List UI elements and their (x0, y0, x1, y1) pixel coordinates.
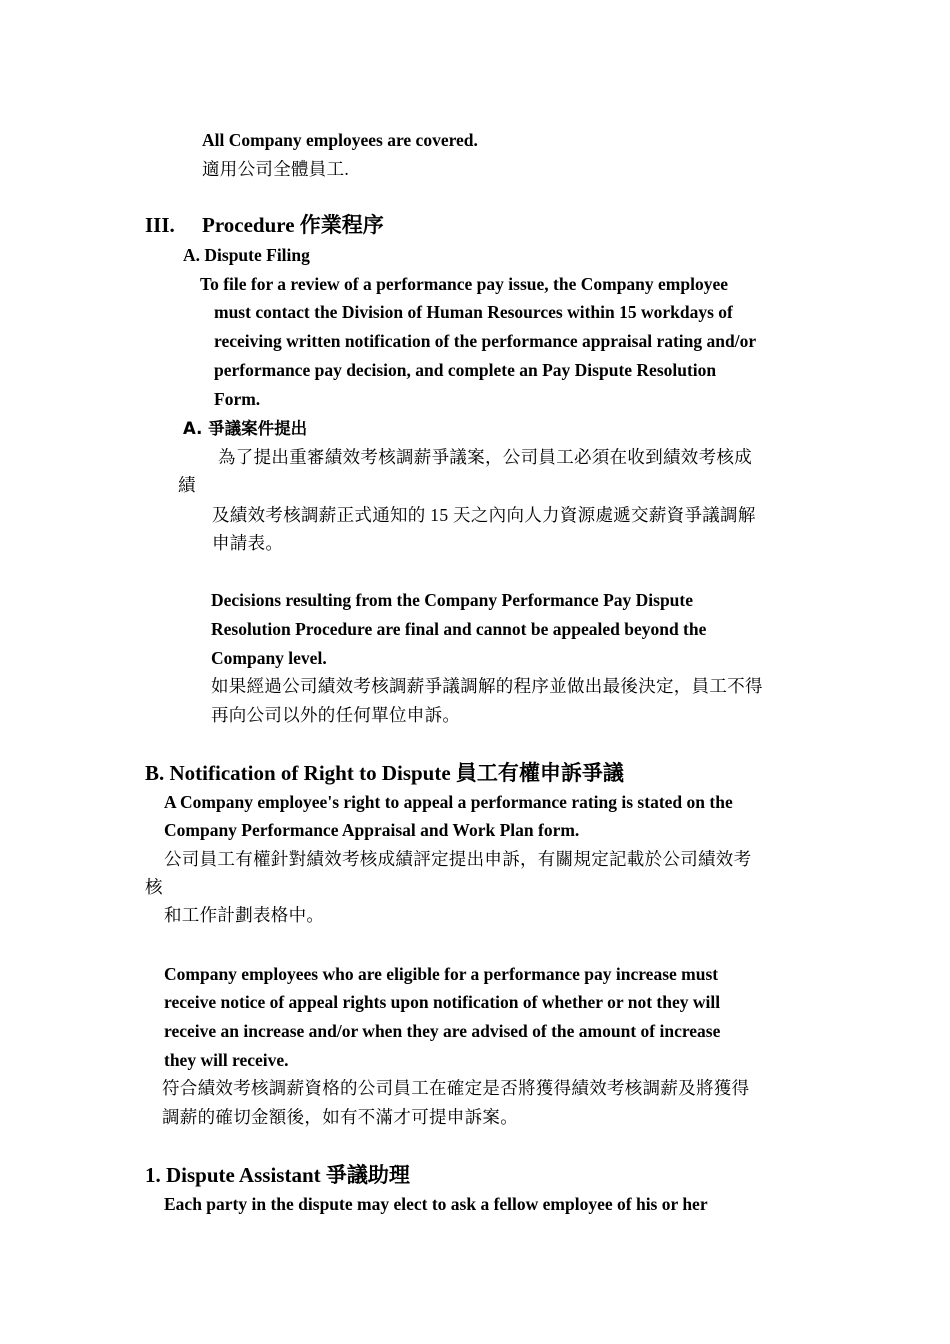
notification-zh-line: 和工作計劃表格中。 (164, 905, 325, 925)
filing-zh-line: 申請表。 (212, 533, 284, 553)
section-title: Procedure 作業程序 (202, 213, 384, 237)
filing-en-line: must contact the Division of Human Resources within 15 workdays of (214, 302, 733, 322)
filing-en-line: Form. (214, 389, 261, 409)
section-heading-dispute-assistant: 1. Dispute Assistant 爭議助理 (145, 1163, 410, 1187)
notification-en-line: A Company employee's right to appeal a performance rating is stated on the (164, 792, 733, 812)
filing-en-line: receiving written notification of the performance appraisal rating and/or (214, 331, 757, 351)
eligibility-en-line: they will receive. (164, 1050, 289, 1070)
notification-zh-line: 核 (145, 877, 163, 897)
decisions-en-line: Decisions resulting from the Company Performance Pay Dispute (211, 590, 694, 610)
section-heading-notification: B. Notification of Right to Dispute 員工有權申訴爭議 (145, 761, 624, 785)
assistant-en-line: Each party in the dispute may elect to ask a fellow employee of his or her (164, 1194, 708, 1214)
decisions-en-line: Company level. (211, 648, 327, 668)
subsection-label-zh: A. 爭議案件提出 (183, 419, 308, 438)
section-heading-procedure (145, 212, 384, 238)
subsection-label-en: A. Dispute Filing (183, 245, 310, 265)
decisions-zh-line: 再向公司以外的任何單位申訴。 (211, 705, 461, 725)
eligibility-en-line: Company employees who are eligible for a performance pay increase must (164, 964, 719, 984)
decisions-en-line: Resolution Procedure are final and cannot be appealed beyond the (211, 619, 707, 639)
coverage-text-en: All Company employees are covered. (202, 130, 478, 150)
filing-zh-line: 績 (178, 475, 196, 495)
eligibility-en-line: receive an increase and/or when they are advised of the amount of increase (164, 1021, 721, 1041)
filing-zh-line: 及績效考核調薪正式通知的 15 天之內向人力資源處遞交薪資爭議調解 (212, 505, 756, 525)
notification-en-line: Company Performance Appraisal and Work Plan form. (164, 820, 580, 840)
filing-en-line: performance pay decision, and complete an Pay Dispute Resolution (214, 360, 717, 380)
filing-en-line: To file for a review of a performance pay issue, the Company employee (200, 274, 729, 294)
eligibility-en-line: receive notice of appeal rights upon notification of whether or not they will (164, 992, 721, 1012)
notification-zh-line: 公司員工有權針對績效考核成績評定提出申訴，有關規定記載於公司績效考 (164, 849, 752, 869)
section-numeral: III. (145, 213, 175, 237)
eligibility-zh-line: 符合績效考核調薪資格的公司員工在確定是否將獲得績效考核調薪及將獲得 (162, 1078, 750, 1098)
coverage-text-zh: 適用公司全體員工. (202, 159, 350, 179)
eligibility-zh-line: 調薪的確切金額後，如有不滿才可提申訴案。 (162, 1107, 518, 1127)
filing-zh-line: 為了提出重審績效考核調薪爭議案，公司員工必須在收到績效考核成 (218, 447, 752, 467)
decisions-zh-line: 如果經過公司績效考核調薪爭議調解的程序並做出最後決定，員工不得 (211, 676, 763, 696)
